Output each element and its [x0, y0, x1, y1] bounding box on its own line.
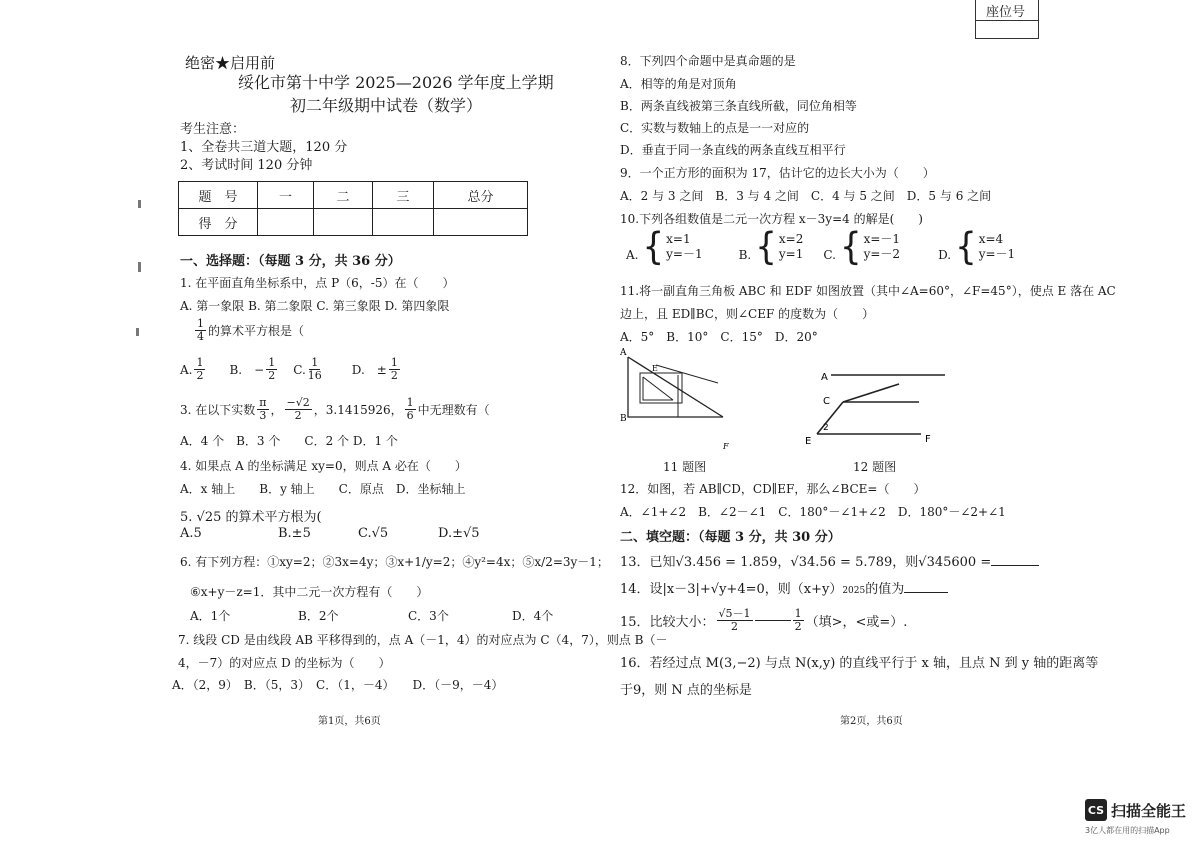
q3-tail: 中无理数有（	[417, 403, 490, 417]
q6-option-b: B．2个	[298, 609, 339, 623]
q5-stem: 5. √25 的算术平方根为(	[180, 510, 322, 525]
score-cell: 一	[258, 182, 314, 209]
q1-options: A. 第一象限 B. 第二象限 C. 第三象限 D. 第四象限	[180, 299, 450, 313]
fig12-label-e: E	[805, 436, 812, 447]
camscanner-logo-icon: CS	[1085, 799, 1107, 821]
q10-option-a-label: A.	[626, 248, 639, 262]
fig12-label-c: C	[823, 396, 830, 407]
q11-line-2: 边上，且 ED∥BC，则∠CEF 的度数为（ ）	[620, 307, 875, 321]
q10-options	[626, 225, 1016, 269]
q10-option-d: { x=4 y=－1	[955, 225, 1016, 269]
q4-options: A．x 轴上 B．y 轴上 C．原点 D．坐标轴上	[180, 482, 466, 496]
scan-speck	[138, 262, 141, 272]
q2-option-d: D. ±	[351, 363, 387, 377]
q8-option-b: B．两条直线被第三条直线所截，同位角相等	[620, 99, 857, 113]
fig12-label-f: F	[925, 434, 931, 445]
score-cell: 总分	[434, 182, 528, 209]
q10-option-a: { x=1 y=－1	[642, 225, 703, 269]
q14-tail: 的值为	[865, 582, 905, 597]
figure-11	[618, 345, 748, 455]
q14	[620, 578, 948, 597]
q11-options: A．5° B．10° C．15° D．20°	[620, 330, 818, 344]
scan-speck	[138, 200, 141, 208]
section-1-heading: 一、选择题：（每题 3 分，共 36 分）	[180, 254, 401, 269]
score-blank[interactable]	[314, 209, 373, 236]
q10-option-c: { x=－1 y=－2	[839, 225, 901, 269]
q2-option-b: B. −	[229, 363, 265, 377]
school-title: 绥化市第十中学 2025—2026 学年度上学期	[238, 73, 554, 92]
q13-text: 13．已知√3.456 = 1.859，√34.56 = 5.789，则√345600 =	[620, 555, 992, 570]
score-cell: 三	[373, 182, 434, 209]
scan-speck	[136, 328, 139, 336]
q7-line-2: 4，－7）的对应点 D 的坐标为（ ）	[178, 656, 391, 670]
q14-answer-blank[interactable]	[904, 592, 948, 593]
q2-fraction: $\frac{1}{4}$	[197, 317, 204, 343]
q1-stem: 1. 在平面直角坐标系中，点 P（6，-5）在（ ）	[180, 276, 455, 290]
score-table-score-row	[179, 209, 528, 236]
q8-option-a: A．相等的角是对顶角	[620, 77, 737, 91]
figure-11-caption: 11 题图	[663, 460, 707, 474]
q7-line-1: 7. 线段 CD 是由线段 AB 平移得到的，点 A（－1，4）的对应点为 C（4，7），则点 B（－	[178, 633, 668, 647]
score-blank[interactable]	[373, 209, 434, 236]
q6-line-2: ⑥x+y－z=1．其中二元一次方程有（ ）	[190, 585, 429, 599]
watermark-name: 扫描全能王	[1111, 801, 1187, 820]
q10-option-d-label: D.	[938, 248, 952, 262]
fig12-label-a: A	[821, 372, 828, 383]
q9-stem: 9．一个正方形的面积为 17，估计它的边长大小为（ ）	[620, 166, 935, 180]
q2-options: A. $\frac{1}{2}$ B. − $\frac{1}{2}$ C. $\frac{1}{16}$ D. ± $\frac{1}{2}$	[180, 356, 398, 382]
q6-option-c: C．3个	[408, 609, 449, 623]
q6-option-a: A．1个	[190, 609, 231, 623]
q13-answer-blank[interactable]	[991, 565, 1039, 566]
fig11-label-b: B	[620, 414, 627, 424]
q10-stem: 10.下列各组数值是二元一次方程 x－3y=4 的解是( )	[620, 212, 923, 226]
q3-stem-text: 3. 在以下实数	[180, 403, 256, 417]
q8-option-c: C．实数与数轴上的点是一一对应的	[620, 121, 810, 135]
seat-number-label: 座位号	[986, 5, 1026, 20]
exam-title: 初二年级期中试卷（数学）	[290, 96, 483, 115]
q10-option-c-label: C.	[823, 248, 836, 262]
q10-option-b: { x=2 y=1	[755, 225, 804, 269]
score-blank[interactable]	[434, 209, 528, 236]
scanner-watermark	[1085, 799, 1186, 821]
q12-stem: 12．如图，若 AB∥CD，CD∥EF，那么∠BCE=（ ）	[620, 482, 926, 496]
q11-line-1: 11.将一副直角三角板 ABC 和 EDF 如图放置（其中∠A=60°，∠F=45°），使点 E 落在 AC	[620, 284, 1116, 298]
watermark-tagline: 3亿人都在用的扫描App	[1085, 826, 1170, 835]
figure-12	[805, 362, 955, 448]
fig11-label-a: A	[620, 348, 627, 358]
fig12-angle-label: 2	[823, 423, 829, 433]
q5-option-b: B.±5	[278, 526, 311, 541]
left-page-footer: 第1页，共6页	[318, 716, 381, 727]
score-blank[interactable]	[258, 209, 314, 236]
q2-option-c: C.	[293, 362, 306, 377]
q15-answer-blank[interactable]	[755, 620, 791, 621]
q15-tail: （填>，<或=）.	[805, 615, 908, 630]
q6-option-d: D．4个	[512, 609, 554, 623]
q5-option-c: C.√5	[358, 526, 389, 541]
fig11-label-f: F	[723, 442, 729, 451]
seat-divider	[976, 20, 1038, 21]
q10-option-b-label: B.	[738, 248, 752, 262]
q12-options: A．∠1+∠2 B．∠2－∠1 C．180°－∠1+∠2 D．180°－∠2+∠1	[620, 505, 1006, 519]
q8-stem: 8．下列四个命题中是真命题的是	[620, 54, 796, 68]
confidential-label: 绝密★启用前	[185, 54, 276, 72]
q2-stem	[193, 318, 304, 343]
score-table	[178, 181, 528, 236]
q3-mid: ，3.1415926，	[313, 403, 403, 417]
q4-stem: 4. 如果点 A 的坐标满足 xy=0，则点 A 必在（ ）	[180, 459, 467, 473]
q2-option-a: A.	[180, 362, 193, 377]
q3-stem: 3. 在以下实数 $\frac{\pi}{3}$ ， $\frac{-√2}{2}$ ，3.1415926， $\frac{1}{6}$ 中无理数有（	[180, 396, 490, 422]
q15: 15．比较大小： $\frac{√5-1}{2}$ $\frac{1}{2}$ （填>，<或=）.	[620, 607, 908, 633]
q8-option-d: D．垂直于同一条直线的两条直线互相平行	[620, 143, 846, 157]
q9-options: A．2 与 3 之间 B．3 与 4 之间 C．4 与 5 之间 D．5 与 6 之间	[620, 189, 992, 203]
note-1: 1、全卷共三道大题，120 分	[180, 140, 348, 155]
q16-line-1: 16．若经过点 M(3,−2) 与点 N(x,y) 的直线平行于 x 轴，且点 N 到 y 轴的距离等	[620, 656, 1099, 671]
q15-text: 15．比较大小：	[620, 615, 715, 630]
section-2-heading: 二、填空题：（每题 3 分，共 30 分）	[620, 530, 841, 545]
notes-heading: 考生注意：	[180, 122, 246, 137]
score-cell: 二	[314, 182, 373, 209]
q16-line-2: 于9，则 N 点的坐标是	[620, 683, 752, 698]
q5-option-a: A.5	[180, 526, 202, 541]
figure-12-caption: 12 题图	[853, 460, 897, 474]
q5-option-d: D.±√5	[438, 526, 480, 541]
note-2: 2、考试时间 120 分钟	[180, 158, 313, 173]
seat-number-box	[975, 0, 1039, 39]
q14-text: 14．设|x－3|+√y+4=0，则（x+y）	[620, 582, 843, 597]
q2-stem-text: 的算术平方根是（	[208, 324, 305, 338]
q7-options: A．（2，9） B．（5，3） C．（1，－4） D．（－9，－4）	[172, 678, 504, 692]
score-cell: 题 号	[179, 182, 258, 209]
q6-line-1: 6. 有下列方程：①xy=2；②3x=4y；③x+1/y=2；④y²=4x；⑤x/2=3y－1；	[180, 555, 609, 569]
fig11-label-e: E	[652, 364, 658, 373]
q13	[620, 551, 1039, 570]
score-table-header-row	[179, 182, 528, 209]
q14-exponent: 2025	[842, 586, 866, 596]
score-cell: 得 分	[179, 209, 258, 236]
q3-options: A．4 个 B．3 个 C．2 个 D．1 个	[180, 434, 398, 448]
right-page-footer: 第2页，共6页	[840, 716, 903, 727]
